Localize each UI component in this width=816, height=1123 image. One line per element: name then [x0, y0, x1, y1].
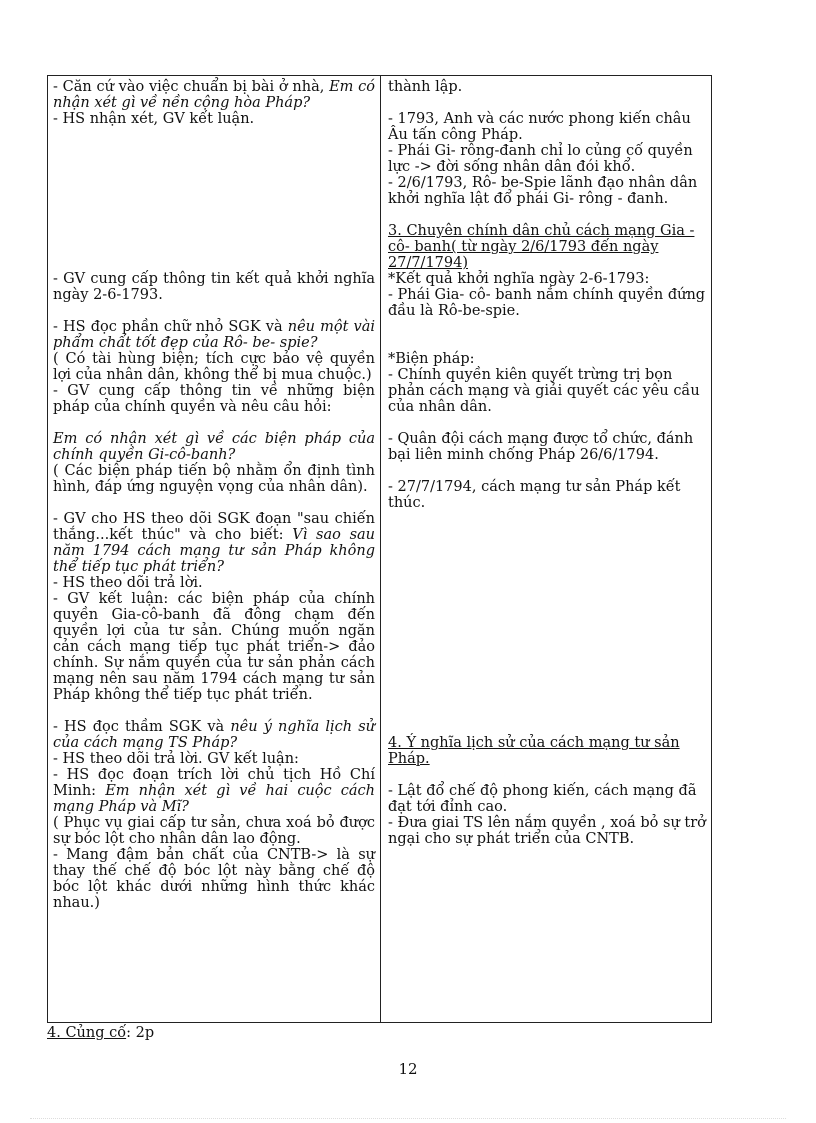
page-bottom-rule [30, 1118, 786, 1119]
paragraph-text: ( Phục vụ giai cấp tư sản, chưa xoá bỏ được sự bóc lột cho nhân dân lao động. [53, 815, 375, 847]
spacer [388, 575, 706, 591]
right-paragraph [388, 735, 706, 767]
left-paragraph [53, 383, 375, 415]
spacer [388, 767, 706, 783]
italic-question-text: Em nhận xét gì về hai cuộc cách mạng Pháp và Mĩ? [53, 783, 375, 815]
paragraph-text: *Biện pháp: [388, 351, 475, 367]
left-paragraph [53, 591, 375, 703]
left-paragraph [53, 319, 375, 351]
paragraph-text: - Căn cứ vào việc chuẩn bị bài ở nhà, [53, 79, 330, 95]
spacer [388, 511, 706, 527]
spacer [53, 127, 375, 143]
spacer [388, 655, 706, 671]
right-paragraph [388, 79, 706, 95]
left-paragraph [53, 351, 375, 383]
spacer [388, 543, 706, 559]
spacer [53, 207, 375, 223]
spacer [53, 143, 375, 159]
spacer [388, 703, 706, 719]
spacer [53, 159, 375, 175]
paragraph-text: - 27/7/1794, cách mạng tư sản Pháp kết thúc. [388, 479, 681, 511]
spacer [53, 303, 375, 319]
italic-question-text: nêu một vài phẩm chất tốt đẹp của Rô- be- spie? [53, 319, 375, 351]
spacer [53, 495, 375, 511]
right-paragraph [388, 367, 706, 415]
right-paragraph [388, 287, 706, 319]
italic-question-text: Vì sao sau năm 1794 cách mạng tư sản Pháp không thể tiếp tục phát triển? [53, 527, 375, 575]
paragraph-text: - HS theo dõi trả lời. [53, 575, 203, 591]
left-paragraph [53, 751, 375, 767]
right-paragraph [388, 111, 706, 143]
right-paragraph [388, 175, 706, 207]
left-paragraph [53, 463, 375, 495]
paragraph-text: - GV cho HS theo dõi SGK đoạn "sau chiến thắng...kết thúc" và cho biết: [53, 511, 375, 543]
left-paragraph [53, 575, 375, 591]
paragraph-text: - GV kết luận: các biện pháp của chính quyền Gia-cô-banh đã đông chạm đến quyền lợi của tư sản. Chúng muốn ngăn cản cách mạng tiếp tục phát triển-> đảo chính. Sự nắm quyền của tư sản phản cách mạng nên sau năm 1794 cách mạng tư sản Pháp không thể tiếp tục phát triển. [53, 591, 375, 703]
page-number: 12 [398, 1060, 418, 1078]
italic-question-text: Em có nhận xét gì về các biện pháp của chính quyền Gi-cô-banh? [53, 431, 375, 463]
left-paragraph [53, 815, 375, 847]
lesson-table [47, 75, 712, 1023]
spacer [388, 639, 706, 655]
paragraph-text: - HS nhận xét, GV kết luận. [53, 111, 255, 127]
left-paragraph [53, 847, 375, 911]
right-paragraph [388, 479, 706, 511]
paragraph-text: - HS đọc thầm SGK và [53, 719, 231, 735]
right-paragraph [388, 351, 706, 367]
spacer [388, 463, 706, 479]
spacer [388, 415, 706, 431]
right-paragraph [388, 143, 706, 175]
spacer [53, 239, 375, 255]
spacer [388, 719, 706, 735]
paragraph-text: - GV cung cấp thông tin kết quả khởi nghĩa ngày 2-6-1793. [53, 271, 375, 303]
left-paragraph [53, 79, 375, 111]
spacer [388, 591, 706, 607]
left-paragraph [53, 511, 375, 575]
spacer [388, 527, 706, 543]
spacer [388, 623, 706, 639]
italic-question-text: nêu ý nghĩa lịch sử của cách mạng TS Pháp? [53, 719, 375, 751]
paragraph-text: - Phái Gia- cô- banh nắm chính quyền đứng đầu là Rô-be-spie. [388, 287, 706, 319]
paragraph-text: ( Có tài hùng biện; tích cực bảo vệ quyền lợi của nhân dân, không thể bị mua chuộc.) [53, 351, 375, 383]
left-paragraph [53, 111, 375, 127]
spacer [53, 223, 375, 239]
paragraph-text: *Kết quả khởi nghĩa ngày 2-6-1793: [388, 271, 650, 287]
spacer [388, 559, 706, 575]
spacer [53, 191, 375, 207]
spacer [388, 687, 706, 703]
paragraph-text: thành lập. [388, 79, 463, 95]
spacer [53, 175, 375, 191]
spacer [53, 703, 375, 719]
paragraph-text: ( Các biện pháp tiến bộ nhằm ổn định tình hình, đáp ứng nguyện vọng của nhân dân). [53, 463, 375, 495]
spacer [388, 335, 706, 351]
paragraph-text: - Quân đội cách mạng được tổ chức, đánh bại liên minh chống Pháp 26/6/1794. [388, 431, 694, 463]
spacer [388, 607, 706, 623]
teacher-student-activities-cell [53, 79, 375, 911]
left-paragraph [53, 767, 375, 815]
left-paragraph [53, 719, 375, 751]
paragraph-text: - HS theo dõi trả lời. GV kết luận: [53, 751, 299, 767]
consolidation-label: 4. Củng cố [47, 1025, 127, 1041]
consolidation-time: : 2p [126, 1025, 155, 1041]
left-paragraph [53, 271, 375, 303]
right-paragraph [388, 815, 706, 847]
paragraph-text: - Chính quyền kiên quyết trừng trị bọn phản cách mạng và giải quyết các yêu cầu của nhân dân. [388, 367, 700, 415]
spacer [388, 319, 706, 335]
paragraph-text: - HS đọc đoạn trích lời chủ tịch Hồ Chí Minh: [53, 767, 375, 799]
right-paragraph [388, 431, 706, 463]
paragraph-text: - Đưa giai TS lên nắm quyền , xoá bỏ sự trở ngại cho sự phát triển của CNTB. [388, 815, 706, 847]
italic-question-text: Em có nhận xét gì về nền cộng hòa Pháp? [53, 79, 375, 111]
paragraph-text: - Mang đậm bản chất của CNTB-> là sự thay thế chế độ bóc lột này bằng chế độ bóc lột khác dưới những hình thức khác nhau.) [53, 847, 375, 911]
paragraph-text: 3. Chuyên chính dân chủ cách mạng Gia - cô- banh( từ ngày 2/6/1793 đến ngày 27/7/1794) [388, 223, 695, 271]
consolidation-line [47, 1025, 154, 1041]
column-divider [380, 76, 381, 1022]
paragraph-text: - Lật đổ chế độ phong kiến, cách mạng đã đạt tới đỉnh cao. [388, 783, 697, 815]
paragraph-text: 4. Ý nghĩa lịch sử của cách mạng tư sản Pháp. [388, 735, 680, 767]
lesson-content-cell [388, 79, 706, 847]
spacer [53, 415, 375, 431]
spacer [388, 95, 706, 111]
spacer [53, 255, 375, 271]
left-paragraph [53, 431, 375, 463]
right-paragraph [388, 271, 706, 287]
paragraph-text: - Phái Gi- rông-đanh chỉ lo củng cố quyền lực -> đời sống nhân dân đói khổ. [388, 143, 693, 175]
spacer [388, 207, 706, 223]
paragraph-text: - GV cung cấp thông tin về những biện pháp của chính quyền và nêu câu hỏi: [53, 383, 375, 415]
right-paragraph [388, 223, 706, 271]
spacer [388, 671, 706, 687]
right-paragraph [388, 783, 706, 815]
paragraph-text: - 2/6/1793, Rô- be-Spie lãnh đạo nhân dân khởi nghĩa lật đổ phái Gi- rông - đanh. [388, 175, 698, 207]
paragraph-text: - HS đọc phần chữ nhỏ SGK và [53, 319, 288, 335]
paragraph-text: - 1793, Anh và các nước phong kiến châu Âu tấn công Pháp. [388, 111, 691, 143]
